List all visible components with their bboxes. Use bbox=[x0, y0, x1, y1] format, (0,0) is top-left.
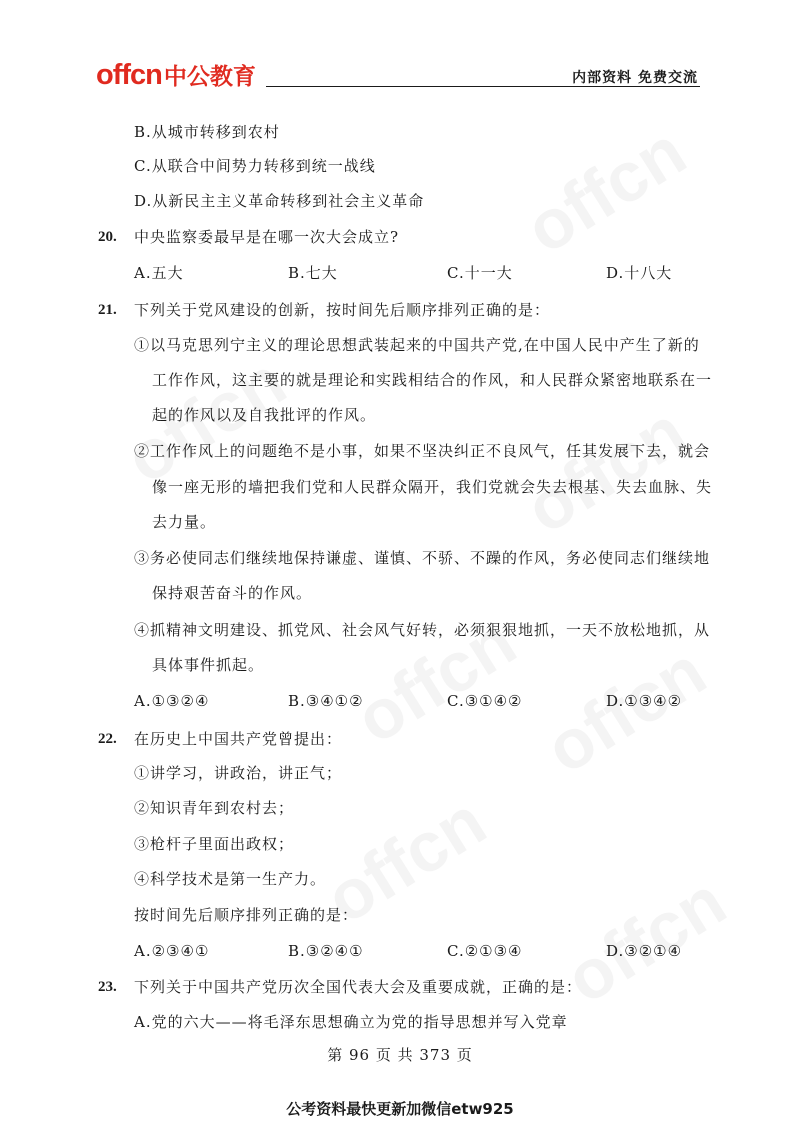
q22-prompt: 按时间先后顺序排列正确的是： bbox=[134, 906, 359, 924]
q22-text: 在历史上中国共产党曾提出： bbox=[134, 730, 343, 748]
bottom-note: 公考资料最快更新加微信etw925 bbox=[286, 1100, 514, 1118]
header-note: 内部资料 免费交流 bbox=[572, 70, 698, 86]
logo-cn-text: 中公教育 bbox=[163, 64, 256, 90]
q21-option-a: A.①③②④ bbox=[134, 692, 210, 710]
q22-option-c: C.②①③④ bbox=[447, 942, 523, 960]
q20-option-b: B.七大 bbox=[288, 264, 338, 282]
watermark bbox=[512, 111, 699, 270]
q20-option-d: D.十八大 bbox=[606, 264, 673, 282]
q21-statement-3-cont: 保持艰苦奋斗的作风。 bbox=[152, 584, 313, 602]
q22-number: 22. bbox=[98, 731, 117, 747]
q22-statement-4: ④科学技术是第一生产力。 bbox=[134, 870, 327, 888]
q21-statement-2: ②工作作风上的问题绝不是小事，如果不坚决纠正不良风气，任其发展下去，就会 bbox=[134, 442, 711, 460]
q21-option-d: D.①③④② bbox=[606, 692, 683, 710]
q21-statement-4-cont: 具体事件抓起。 bbox=[152, 656, 265, 674]
q21-option-b: B.③④①② bbox=[288, 692, 364, 710]
q22-statement-2: ②知识青年到农村去； bbox=[134, 799, 295, 817]
q21-number: 21. bbox=[98, 302, 117, 318]
q23-text: 下列关于中国共产党历次全国代表大会及重要成就，正确的是： bbox=[134, 978, 583, 996]
q22-statement-3: ③枪杆子里面出政权； bbox=[134, 835, 295, 853]
q22-option-a: A.②③④① bbox=[134, 942, 210, 960]
q21-statement-4: ④抓精神文明建设、抓党风、社会风气好转，必须狠狠地抓，一天不放松地抓，从 bbox=[134, 621, 711, 639]
page-header bbox=[96, 58, 700, 91]
q21-statement-1-cont: 起的作风以及自我批评的作风。 bbox=[152, 406, 377, 424]
q21-statement-2-cont: 去力量。 bbox=[152, 513, 217, 531]
offcn-logo bbox=[96, 58, 256, 91]
q22-statement-1: ①讲学习，讲政治，讲正气； bbox=[134, 764, 343, 782]
q21-statement-1-cont: 工作作风，这主要的就是理论和实践相结合的作风，和人民群众紧密地联系在一 bbox=[152, 371, 713, 389]
q22-option-d: D.③②①④ bbox=[606, 942, 683, 960]
q20-option-a: A.五大 bbox=[134, 264, 184, 282]
q20-number: 20. bbox=[98, 229, 117, 245]
q20-option-c: C.十一大 bbox=[447, 264, 513, 282]
logo-en-text: offcn bbox=[96, 59, 162, 91]
q21-option-c: C.③①④② bbox=[447, 692, 523, 710]
page-number: 第 96 页 共 373 页 bbox=[327, 1046, 473, 1064]
q21-text: 下列关于党风建设的创新，按时间先后顺序排列正确的是： bbox=[134, 301, 551, 319]
q21-statement-3: ③务必使同志们继续地保持谦虚、谨慎、不骄、不躁的作风，务必使同志们继续地 bbox=[134, 549, 711, 567]
q23-number: 23. bbox=[98, 979, 117, 995]
q23-option-a: A.党的六大——将毛泽东思想确立为党的指导思想并写入党章 bbox=[134, 1013, 568, 1031]
q19-option-b: B.从城市转移到农村 bbox=[134, 123, 280, 141]
q22-option-b: B.③②④① bbox=[288, 942, 364, 960]
q20-text: 中央监察委最早是在哪一次大会成立? bbox=[134, 228, 400, 246]
q21-statement-2-cont: 像一座无形的墙把我们党和人民群众隔开，我们党就会失去根基、失去血脉、失 bbox=[152, 478, 713, 496]
q19-option-c: C.从联合中间势力转移到统一战线 bbox=[134, 157, 376, 175]
q21-statement-1: ①以马克思列宁主义的理论思想武装起来的中国共产党,在中国人民中产生了新的 bbox=[134, 336, 700, 354]
watermark bbox=[512, 391, 699, 550]
q19-option-d: D.从新民主主义革命转移到社会主义革命 bbox=[134, 192, 425, 210]
